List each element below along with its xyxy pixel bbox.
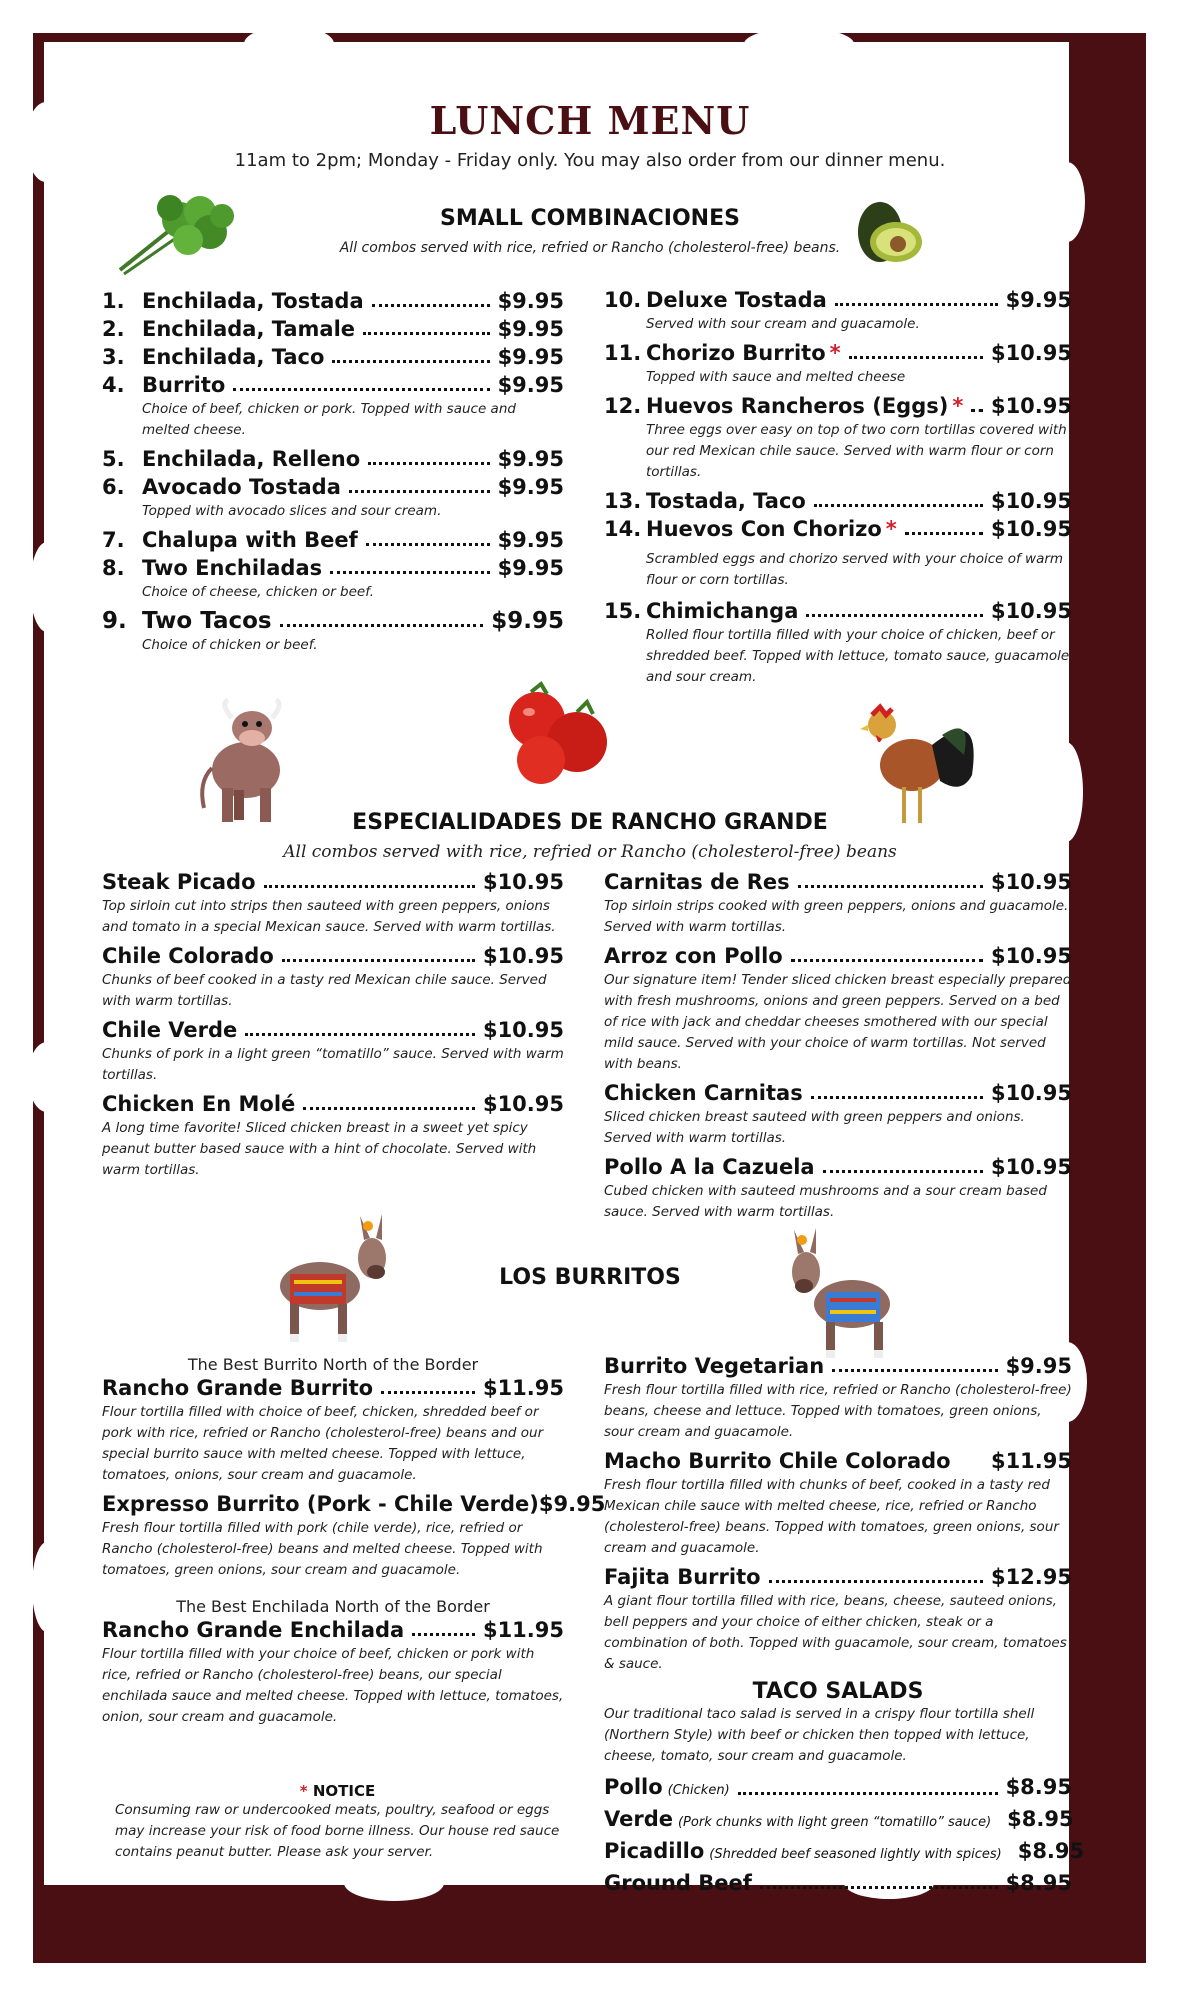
item-description: Choice of chicken or beef. bbox=[142, 637, 318, 653]
item-description: Fresh flour tortilla filled with chunks of beef, cooked in a tasty red Mexican chile sauce with melted cheese, rice, refried or Rancho (cholesterol-free) beans. Topped with tomatoes, green onions, sour cream and guacamole. bbox=[604, 1477, 1059, 1556]
item-description: Three eggs over easy on top of two corn tortillas covered with our red Mexican chile sauce. Served with warm flour or corn tortillas. bbox=[646, 422, 1067, 480]
menu-item: 5. Enchilada, Relleno $9.95 bbox=[102, 447, 564, 471]
item-description: Our signature item! Tender sliced chicken breast especially prepared with fresh mushrooms, onions and green peppers. Served on a bed of rice with jack and cheddar cheeses smothered with our special mild sauce. Served with your choice of warm tortillas. Not served with beans. bbox=[604, 972, 1072, 1072]
item-description: Choice of beef, chicken or pork. Topped with sauce and melted cheese. bbox=[142, 401, 516, 438]
menu-item: Chile Verde $10.95 bbox=[102, 1018, 564, 1042]
menu-item: 2. Enchilada, Tamale $9.95 bbox=[102, 317, 564, 341]
item-description: Top sirloin strips cooked with green peppers, onions and guacamole. Served with warm tortillas. bbox=[604, 898, 1069, 935]
menu-item: Fajita Burrito $12.95 bbox=[604, 1565, 1072, 1589]
menu-item: Chicken En Molé $10.95 bbox=[102, 1092, 564, 1116]
item-description: Flour tortilla filled with your choice of beef, chicken or pork with rice, refried or Rancho (cholesterol-free) beans, our special enchilada sauce and melted cheese. Topped with lettuce, tomatoes, onion, sour cream and guacamole. bbox=[102, 1646, 564, 1725]
menu-item: 11. Chorizo Burrito * $10.95 bbox=[604, 341, 1072, 365]
menu-item: Steak Picado $10.95 bbox=[102, 870, 564, 894]
item-description: Flour tortilla filled with choice of beef, chicken, shredded beef or pork with rice, refried or Rancho (cholesterol-free) beans and our special burrito sauce with melted cheese. Topped with lettuce, tomatoes, onions, sour cream and guacamole. bbox=[102, 1404, 544, 1483]
tomatoes-image bbox=[497, 672, 615, 790]
item-description: Served with sour cream and guacamole. bbox=[646, 316, 920, 332]
avocado-image bbox=[852, 192, 926, 274]
menu-item: Burrito Vegetarian $9.95 bbox=[604, 1354, 1072, 1378]
menu-item: Picadillo (Shredded beef seasoned lightly with spices) $8.95 bbox=[604, 1839, 1085, 1863]
menu-item: 12. Huevos Rancheros (Eggs) * $10.95 bbox=[604, 394, 1072, 418]
menu-item: Verde (Pork chunks with light green “tomatillo” sauce) $8.95 bbox=[604, 1807, 1074, 1831]
item-description: Topped with sauce and melted cheese bbox=[646, 369, 906, 385]
item-description: Fresh flour tortilla filled with pork (chile verde), rice, refried or Rancho (cholesterol-free) beans and melted cheese. Topped with tomatoes, green onions, sour cream and guacamole. bbox=[102, 1520, 543, 1578]
small-combos-note: All combos served with rice, refried or Rancho (cholesterol-free) beans. bbox=[339, 240, 841, 256]
notice-title: * NOTICE bbox=[299, 1782, 376, 1800]
menu-item: 6. Avocado Tostada $9.95 bbox=[102, 475, 564, 499]
page-subtitle: 11am to 2pm; Monday - Friday only. You may also order from our dinner menu. bbox=[234, 150, 946, 171]
menu-item: 15. Chimichanga $10.95 bbox=[604, 599, 1072, 623]
menu-item: Ground Beef $8.95 bbox=[604, 1871, 1072, 1895]
menu-item: Chile Colorado $10.95 bbox=[102, 944, 564, 968]
menu-item: Arroz con Pollo $10.95 bbox=[604, 944, 1072, 968]
burrito-tagline: The Best Burrito North of the Border bbox=[187, 1355, 479, 1374]
item-description: A giant flour tortilla filled with rice, beans, cheese, sauteed onions, bell peppers and your choice of either chicken, steak or a combination of both. Topped with guacamole, sour cream, tomatoes & sauce. bbox=[604, 1593, 1067, 1672]
burritos-right bbox=[604, 1352, 1085, 1897]
menu-item: 9. Two Tacos $9.95 bbox=[102, 608, 564, 634]
small-combos-heading: SMALL COMBINACIONES bbox=[440, 206, 740, 231]
menu-item: Pollo A la Cazuela $10.95 bbox=[604, 1155, 1072, 1179]
menu-item: 8. Two Enchiladas $9.95 bbox=[102, 556, 564, 580]
menu-item: 13. Tostada, Taco $10.95 bbox=[604, 489, 1072, 513]
menu-item: Carnitas de Res $10.95 bbox=[604, 870, 1072, 894]
especialidades-left bbox=[102, 868, 564, 1181]
small-combos-left bbox=[102, 287, 564, 656]
menu-item: Chicken Carnitas $10.95 bbox=[604, 1081, 1072, 1105]
menu-item: 7. Chalupa with Beef $9.95 bbox=[102, 528, 564, 552]
especialidades-right bbox=[604, 868, 1072, 1223]
menu-item: Expresso Burrito (Pork - Chile Verde) $9.95 bbox=[102, 1492, 606, 1516]
item-description: Choice of cheese, chicken or beef. bbox=[142, 584, 375, 600]
item-description: Topped with avocado slices and sour cream. bbox=[142, 503, 442, 519]
small-combos-right bbox=[604, 286, 1072, 688]
notice-text: Consuming raw or undercooked meats, poultry, seafood or eggs may increase your risk of food borne illness. Our house red sauce contains peanut butter. Please ask your server. bbox=[115, 1802, 560, 1860]
taco-salads-note: Our traditional taco salad is served in a crispy flour tortilla shell (Northern Style) with beef or chicken then topped with lettuce, cheese, tomato, sour cream and guacamole. bbox=[604, 1706, 1035, 1764]
item-description: A long time favorite! Sliced chicken breast in a sweet yet spicy peanut butter based sauce with a hint of chocolate. Served with warm tortillas. bbox=[102, 1120, 537, 1178]
burritos-left bbox=[102, 1355, 606, 1728]
menu-item: Pollo (Chicken) $8.95 bbox=[604, 1775, 1072, 1799]
burritos-heading: LOS BURRITOS bbox=[499, 1265, 681, 1290]
cilantro-image bbox=[110, 190, 240, 280]
menu-item: 10. Deluxe Tostada $9.95 bbox=[604, 288, 1072, 312]
menu-item: 4. Burrito $9.95 bbox=[102, 373, 564, 397]
item-description: Chunks of pork in a light green “tomatillo” sauce. Served with warm tortillas. bbox=[102, 1046, 564, 1083]
page-title: LUNCH MENU bbox=[429, 98, 751, 143]
menu-item: Rancho Grande Burrito $11.95 bbox=[102, 1376, 564, 1400]
item-description: Fresh flour tortilla filled with rice, refried or Rancho (cholesterol-free) beans, cheese and lettuce. Topped with tomatoes, green onions, sour cream and guacamole. bbox=[604, 1382, 1072, 1440]
enchilada-tagline: The Best Enchilada North of the Border bbox=[176, 1597, 490, 1616]
notice bbox=[115, 1782, 560, 1863]
item-description: Top sirloin cut into strips then sauteed with green peppers, onions and tomato in a special Mexican sauce. Served with warm tortillas. bbox=[102, 898, 556, 935]
item-description: Sliced chicken breast sauteed with green peppers and onions. Served with warm tortillas. bbox=[604, 1109, 1025, 1146]
menu-item: 14. Huevos Con Chorizo * $10.95 bbox=[604, 517, 1072, 541]
menu-item: Macho Burrito Chile Colorado $11.95 bbox=[604, 1449, 1072, 1473]
item-description: Rolled flour tortilla filled with your choice of chicken, beef or shredded beef. Topped with lettuce, tomato sauce, guacamole and sour cream. bbox=[646, 627, 1070, 685]
menu-item: 1. Enchilada, Tostada $9.95 bbox=[102, 289, 564, 313]
taco-salads-heading: TACO SALADS bbox=[752, 1679, 924, 1704]
menu-item: 3. Enchilada, Taco $9.95 bbox=[102, 345, 564, 369]
item-description: Chunks of beef cooked in a tasty red Mexican chile sauce. Served with warm tortillas. bbox=[102, 972, 547, 1009]
donkey-image bbox=[786, 1228, 906, 1364]
especialidades-heading: ESPECIALIDADES DE RANCHO GRANDE bbox=[352, 810, 828, 835]
item-description: Cubed chicken with sauteed mushrooms and a sour cream based sauce. Served with warm tortillas. bbox=[604, 1183, 1047, 1220]
menu-item: Rancho Grande Enchilada $11.95 bbox=[102, 1618, 564, 1642]
item-description: Scrambled eggs and chorizo served with your choice of warm flour or corn tortillas. bbox=[646, 551, 1064, 588]
especialidades-note: All combos served with rice, refried or Rancho (cholesterol-free) beans bbox=[283, 842, 897, 862]
